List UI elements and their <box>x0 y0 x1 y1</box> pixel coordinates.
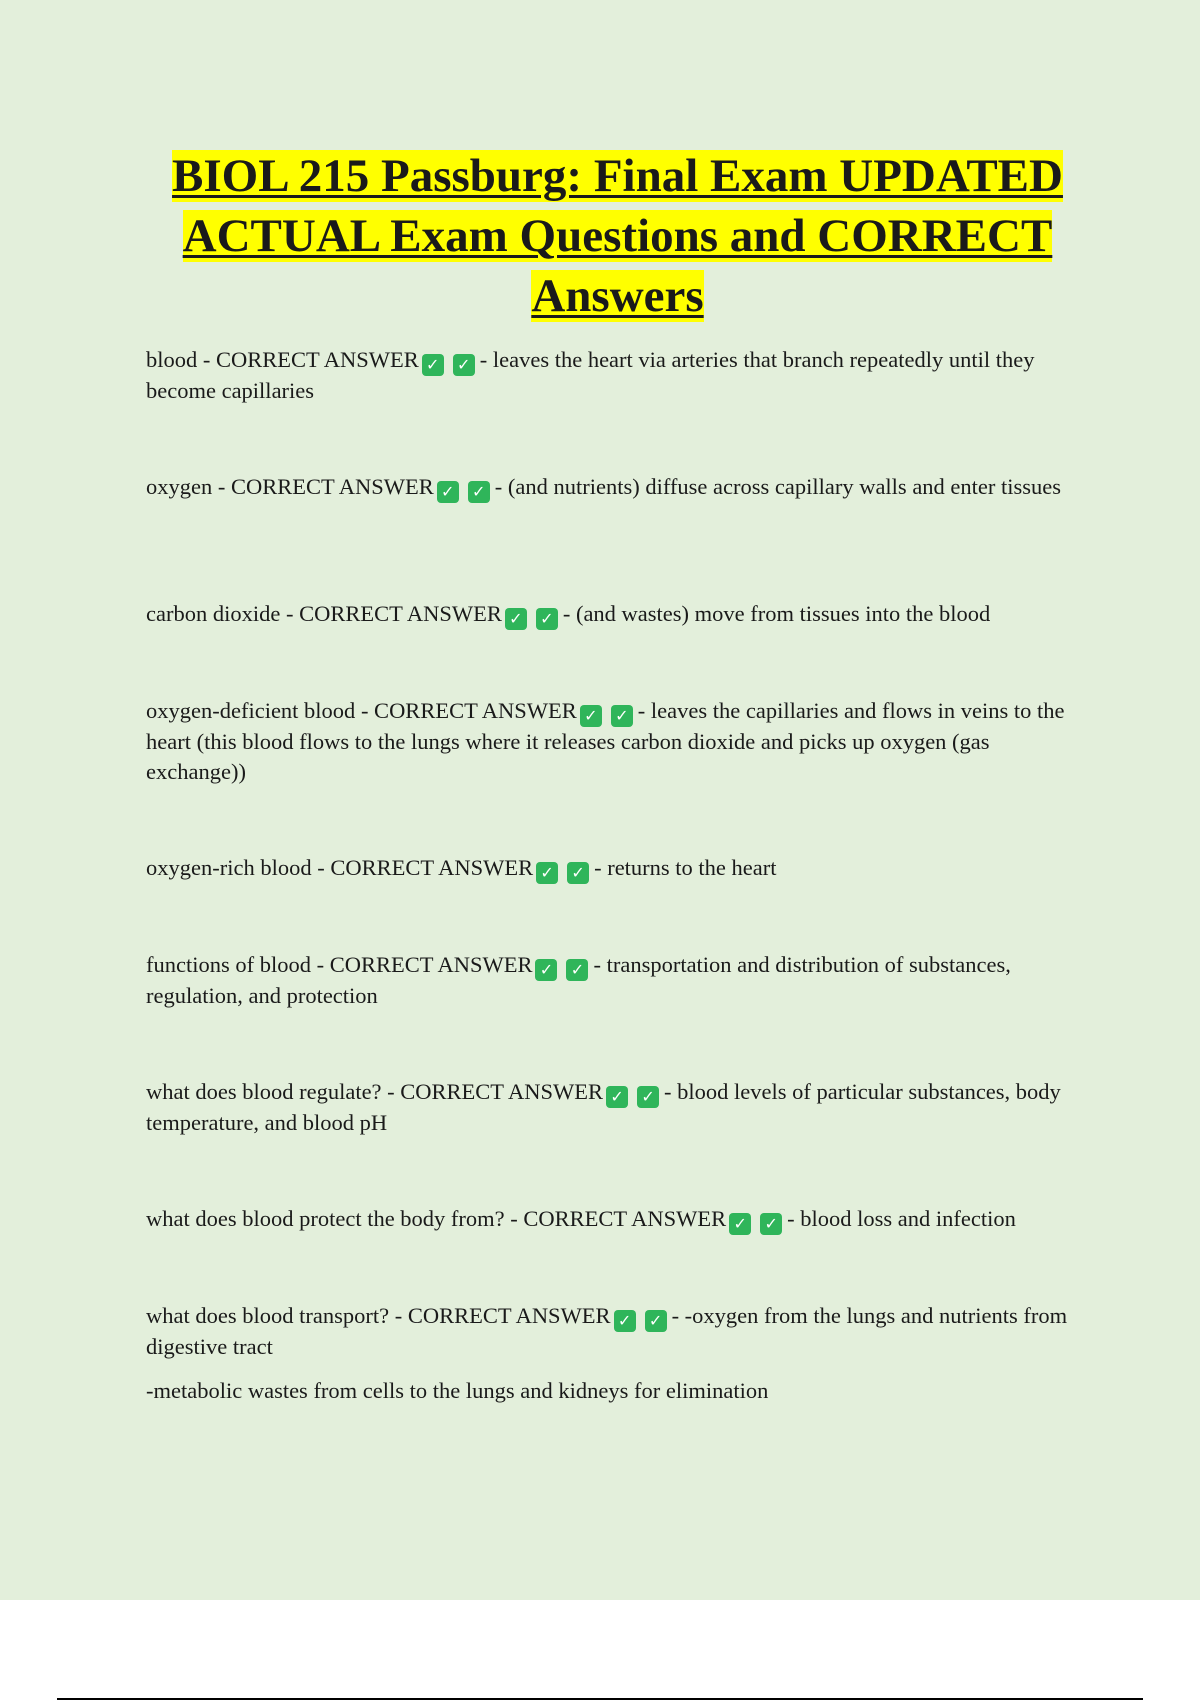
qa-item <box>146 1204 1086 1235</box>
answer-label: - CORRECT ANSWER <box>389 1303 611 1328</box>
qa-item <box>146 1301 1086 1406</box>
qa-item <box>146 696 1086 787</box>
check-box-icon: ✓ <box>760 1213 782 1235</box>
qa-answer: - -oxygen from the lungs and nutrients from digestive tract <box>146 1303 1068 1359</box>
check-box-icon: ✓ <box>645 1310 667 1332</box>
qa-term: carbon dioxide <box>146 601 281 626</box>
check-box-icon: ✓ <box>535 959 557 981</box>
answer-label: - CORRECT ANSWER <box>381 1079 604 1104</box>
document-title <box>140 146 1095 326</box>
answer-label: - CORRECT ANSWER <box>311 855 534 880</box>
qa-term: oxygen-deficient blood <box>146 698 356 723</box>
qa-item <box>146 950 1086 1011</box>
qa-answer-continuation: -metabolic wastes from cells to the lungs and kidneys for elimination <box>146 1378 769 1403</box>
qa-item <box>146 345 1086 406</box>
check-box-icon: ✓ <box>422 354 444 376</box>
check-box-icon: ✓ <box>468 481 490 503</box>
check-box-icon: ✓ <box>611 705 633 727</box>
qa-term: oxygen-rich blood <box>146 855 312 880</box>
qa-item <box>146 472 1086 503</box>
check-box-icon: ✓ <box>580 705 602 727</box>
qa-answer: - (and wastes) move from tissues into the blood <box>562 601 991 626</box>
qa-answer: - returns to the heart <box>594 855 777 880</box>
check-box-icon: ✓ <box>437 481 459 503</box>
answer-label: - CORRECT ANSWER <box>504 1206 727 1231</box>
check-box-icon: ✓ <box>729 1213 751 1235</box>
check-box-icon: ✓ <box>637 1086 659 1108</box>
answer-label: - CORRECT ANSWER <box>355 698 577 723</box>
qa-term: what does blood regulate? <box>146 1079 382 1104</box>
check-box-icon: ✓ <box>505 608 527 630</box>
qa-answer: - leaves the capillaries and flows in veins to the heart (this blood flows to the lungs where it releases carbon dioxide and picks up oxygen (gas exchange)) <box>146 698 1065 784</box>
check-box-icon: ✓ <box>606 1086 628 1108</box>
check-box-icon: ✓ <box>536 862 558 884</box>
answer-label: - CORRECT ANSWER <box>212 474 434 499</box>
qa-item <box>146 853 1086 884</box>
answer-label: - CORRECT ANSWER <box>197 347 419 372</box>
answer-label: - CORRECT ANSWER <box>280 601 502 626</box>
qa-answer: - transportation and distribution of substances, regulation, and protection <box>146 952 1011 1008</box>
check-box-icon: ✓ <box>566 959 588 981</box>
qa-term: blood <box>146 347 198 372</box>
check-box-icon: ✓ <box>453 354 475 376</box>
answer-label: - CORRECT ANSWER <box>310 952 533 977</box>
qa-answer: - (and nutrients) diffuse across capillary walls and enter tissues <box>494 474 1062 499</box>
qa-answer: - blood levels of particular substances, body temperature, and blood pH <box>146 1079 1061 1135</box>
qa-term: what does blood protect the body from? <box>146 1206 505 1231</box>
qa-term: oxygen <box>146 474 213 499</box>
check-box-icon: ✓ <box>567 862 589 884</box>
qa-answer: - blood loss and infection <box>787 1206 1016 1231</box>
title-text: BIOL 215 Passburg: Final Exam UPDATED ACTUAL Exam Questions and CORRECT Answers <box>172 150 1063 322</box>
qa-item <box>146 599 1086 630</box>
check-box-icon: ✓ <box>536 608 558 630</box>
check-box-icon: ✓ <box>614 1310 636 1332</box>
qa-term: what does blood transport? <box>146 1303 390 1328</box>
qa-item <box>146 1077 1086 1138</box>
qa-term: functions of blood <box>146 952 311 977</box>
qa-answer: - leaves the heart via arteries that branch repeatedly until they become capillaries <box>146 347 1035 403</box>
